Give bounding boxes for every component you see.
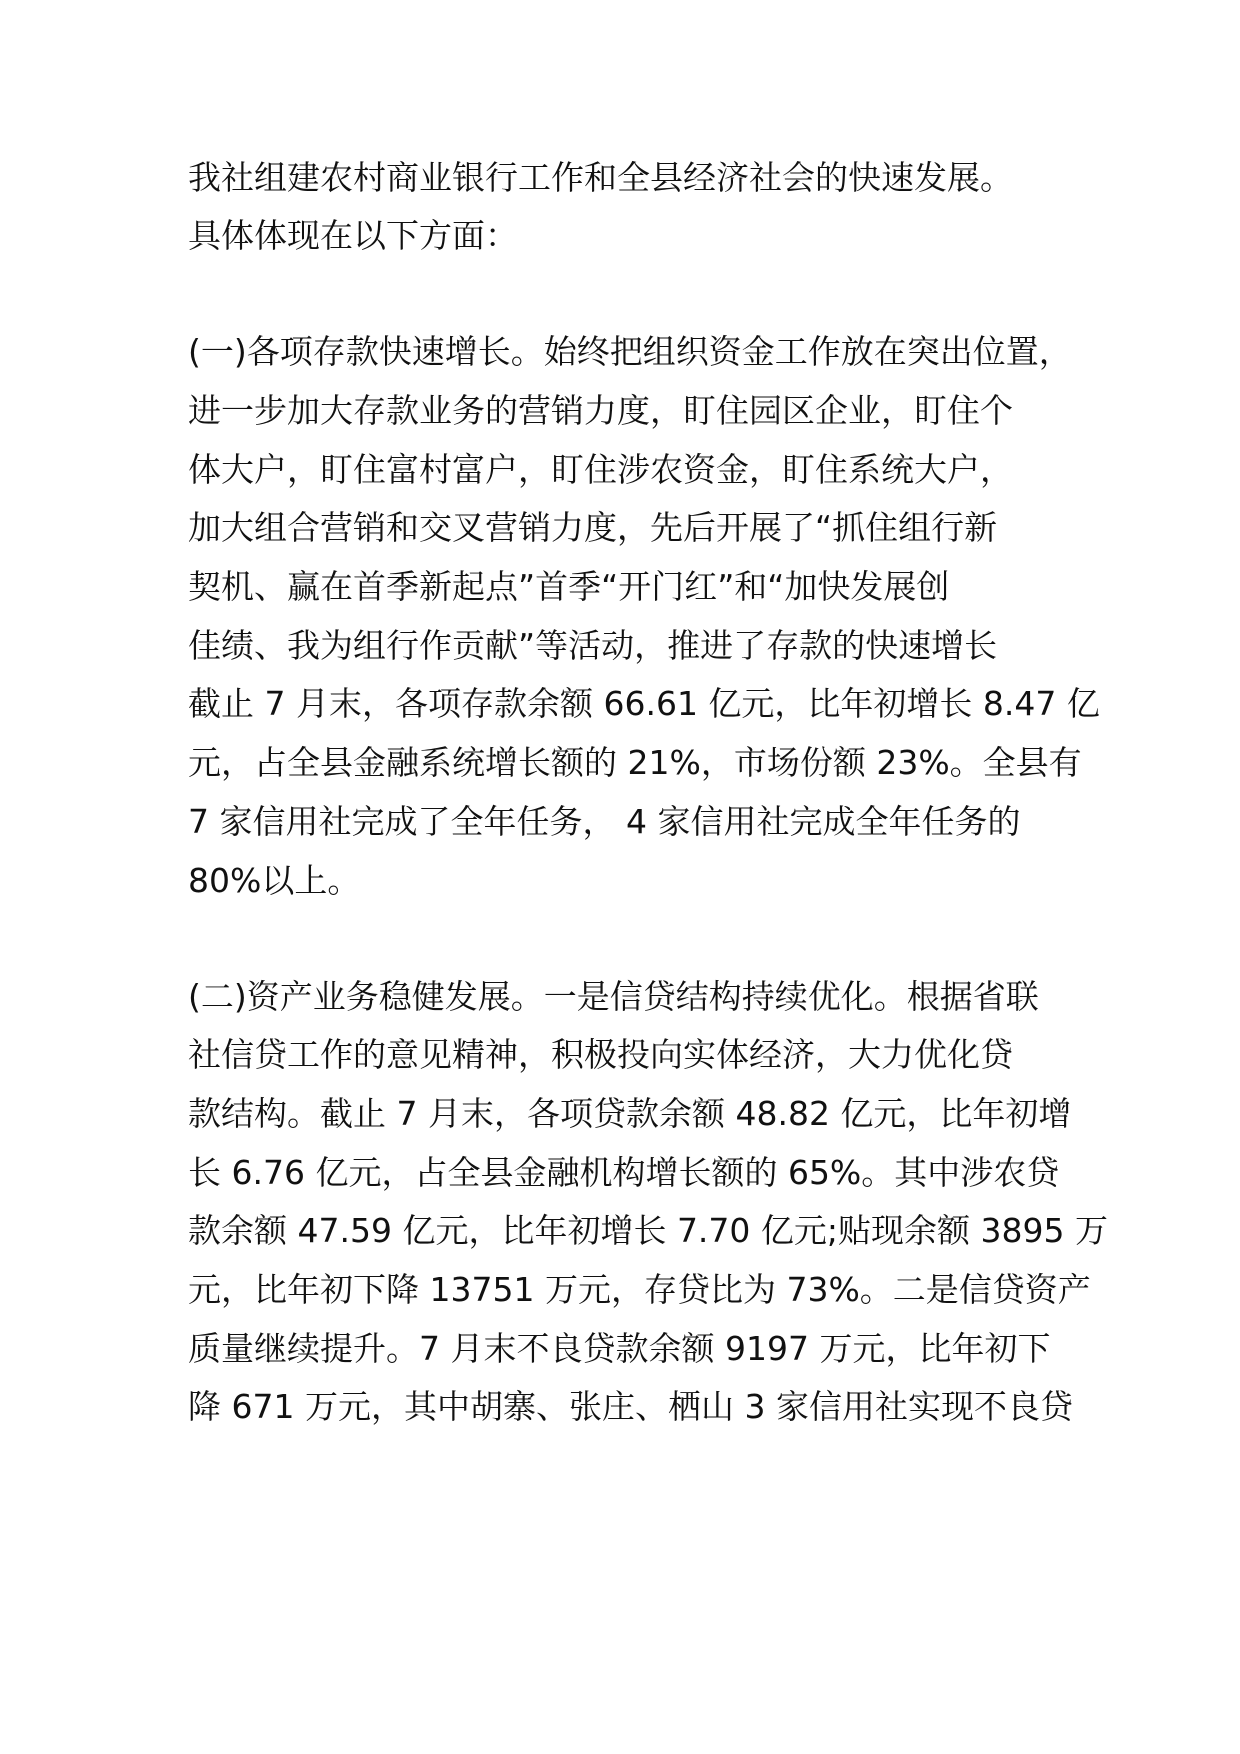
para1-line-4: 加大组合营销和交叉营销力度，先后开展了“抓住组行新 [188,508,998,547]
para1-line-8: 元，占全县金融系统增长额的 21%，市场份额 23%。全县有 [188,743,1082,782]
intro-line-2: 具体体现在以下方面： [188,216,518,255]
para2-line-2: 社信贷工作的意见精神，积极投向实体经济，大力优化贷 [188,1035,1013,1074]
para2-line-5: 款余额 47.59 亿元，比年初增长 7.70 亿元;贴现余额 3895 万 [188,1211,1108,1250]
para1-line-10: 80%以上。 [188,861,361,900]
para1-line-3: 体大户，盯住富村富户，盯住涉农资金，盯住系统大户， [188,450,1013,489]
para2-line-7: 质量继续提升。7 月末不良贷款余额 9197 万元，比年初下 [188,1329,1051,1368]
para2-line-1: (二)资产业务稳健发展。一是信贷结构持续优化。根据省联 [188,977,1039,1016]
para1-line-6: 佳绩、我为组行作贡献”等活动，推进了存款的快速增长 [188,626,998,665]
intro-line-1: 我社组建农村商业银行工作和全县经济社会的快速发展。 [188,158,1013,197]
para2-line-4: 长 6.76 亿元，占全县金融机构增长额的 65%。其中涉农贷 [188,1153,1060,1192]
para1-line-2: 进一步加大存款业务的营销力度，盯住园区企业，盯住个 [188,391,1013,430]
para2-line-3: 款结构。截止 7 月末，各项贷款余额 48.82 亿元，比年初增 [188,1094,1072,1133]
para2-line-6: 元，比年初下降 13751 万元，存贷比为 73%。二是信贷资产 [188,1270,1091,1309]
para1-line-7: 截止 7 月末，各项存款余额 66.61 亿元，比年初增长 8.47 亿 [188,684,1100,723]
para2-line-8: 降 671 万元，其中胡寨、张庄、栖山 3 家信用社实现不良贷 [188,1387,1073,1426]
para1-line-9: 7 家信用社完成了全年任务， 4 家信用社完成全年任务的 [188,802,1021,841]
para1-line-1: (一)各项存款快速增长。始终把组织资金工作放在突出位置， [188,332,1072,371]
para1-line-5: 契机、赢在首季新起点”首季“开门红”和“加快发展创 [188,567,950,606]
